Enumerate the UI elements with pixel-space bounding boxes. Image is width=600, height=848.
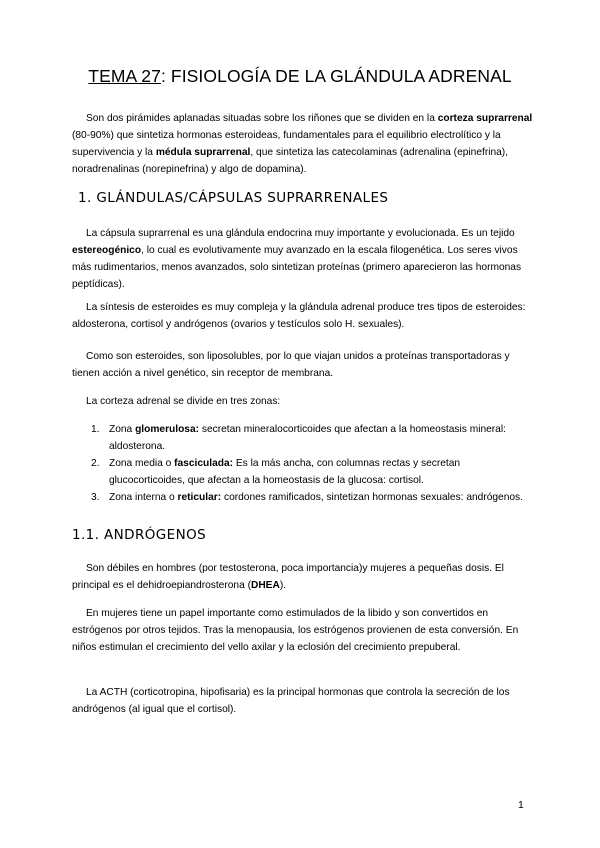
title-topic-number: TEMA 27 — [88, 66, 161, 86]
section-1-1-heading: 1.1. ANDRÓGENOS — [72, 527, 207, 543]
section-1-1-paragraph-3: La ACTH (corticotropina, hipofisaria) es la principal hormonas que controla la secreción de los andrógenos (al igual que el cortisol). — [72, 687, 510, 715]
page-number: 1 — [518, 799, 524, 811]
section-1-paragraph-3: Como son esteroides, son liposolubles, por lo que viajan unidos a proteínas transportadoras y tienen acción a nivel genético, sin receptor de membrana. — [72, 351, 510, 379]
page-title — [0, 66, 600, 87]
section-1-paragraph-1: La cápsula suprarrenal es una glándula endocrina muy importante y evolucionada. Es un tejido estereogénico, lo cual es evolutivamente muy avanzado en la escala filogenética. Los seres vivos más rudimentarios, menos avanzados, solo sintetizan proteínas (primero aparecieron las hormonas peptídicas). — [72, 228, 522, 290]
section-1-heading: 1. GLÁNDULAS/CÁPSULAS SUPRARRENALES — [78, 190, 389, 206]
list-item: 1. Zona glomerulosa: secretan mineralocorticoides que afectan a la homeostasis mineral: aldosterona. — [91, 424, 506, 452]
intro-paragraph: Son dos pirámides aplanadas situadas sobre los riñones que se dividen en la corteza suprarrenal (80-90%) que sintetiza hormonas esteroideas, fundamentales para el equilibrio electrolítico y la supervivencia y la médula suprarrenal, que sintetiza las catecolaminas (adrenalina (epinefrina), noradrenalinas (norepinefrina) y algo de dopamina). — [72, 113, 533, 175]
list-item: 2. Zona media o fasciculada: Es la más ancha, con columnas rectas y secretan glucocorticoides, que afectan a la homeostasis de la glucosa: cortisol. — [91, 458, 461, 486]
section-1-paragraph-4: La corteza adrenal se divide en tres zonas: — [86, 396, 281, 407]
list-item: 3. Zona interna o reticular: cordones ramificados, sintetizan hormonas sexuales: andrógenos. — [91, 492, 523, 503]
section-1-1-paragraph-1: Son débiles en hombres (por testosterona, poca importancia)y mujeres a pequeñas dosis. El principal es el dehidroepiandrosterona (DHEA). — [72, 563, 504, 591]
title-text: : FISIOLOGÍA DE LA GLÁNDULA ADRENAL — [160, 66, 512, 86]
term-corteza-suprarrenal: corteza suprarrenal — [437, 113, 533, 124]
section-1-1-paragraph-2: En mujeres tiene un papel importante como estimulados de la libido y son convertidos en estrógenos por otros tejidos. Tras la menopausia, los estrógenos provienen de esta conversión. En niños estimulan el crecimiento del vello axilar y la eclosión del crecimiento prepuberal. — [72, 608, 519, 653]
term-estereogenico: estereogénico — [72, 245, 142, 256]
adrenal-zones-list — [72, 421, 534, 506]
section-1-paragraph-2: La síntesis de esteroides es muy compleja y la glándula adrenal produce tres tipos de esteroides: aldosterona, cortisol y andrógenos (ovarios y testículos solo H. sexuales). — [72, 302, 526, 330]
term-dhea: DHEA — [250, 580, 280, 591]
term-medula-suprarrenal: médula suprarrenal — [155, 147, 251, 158]
